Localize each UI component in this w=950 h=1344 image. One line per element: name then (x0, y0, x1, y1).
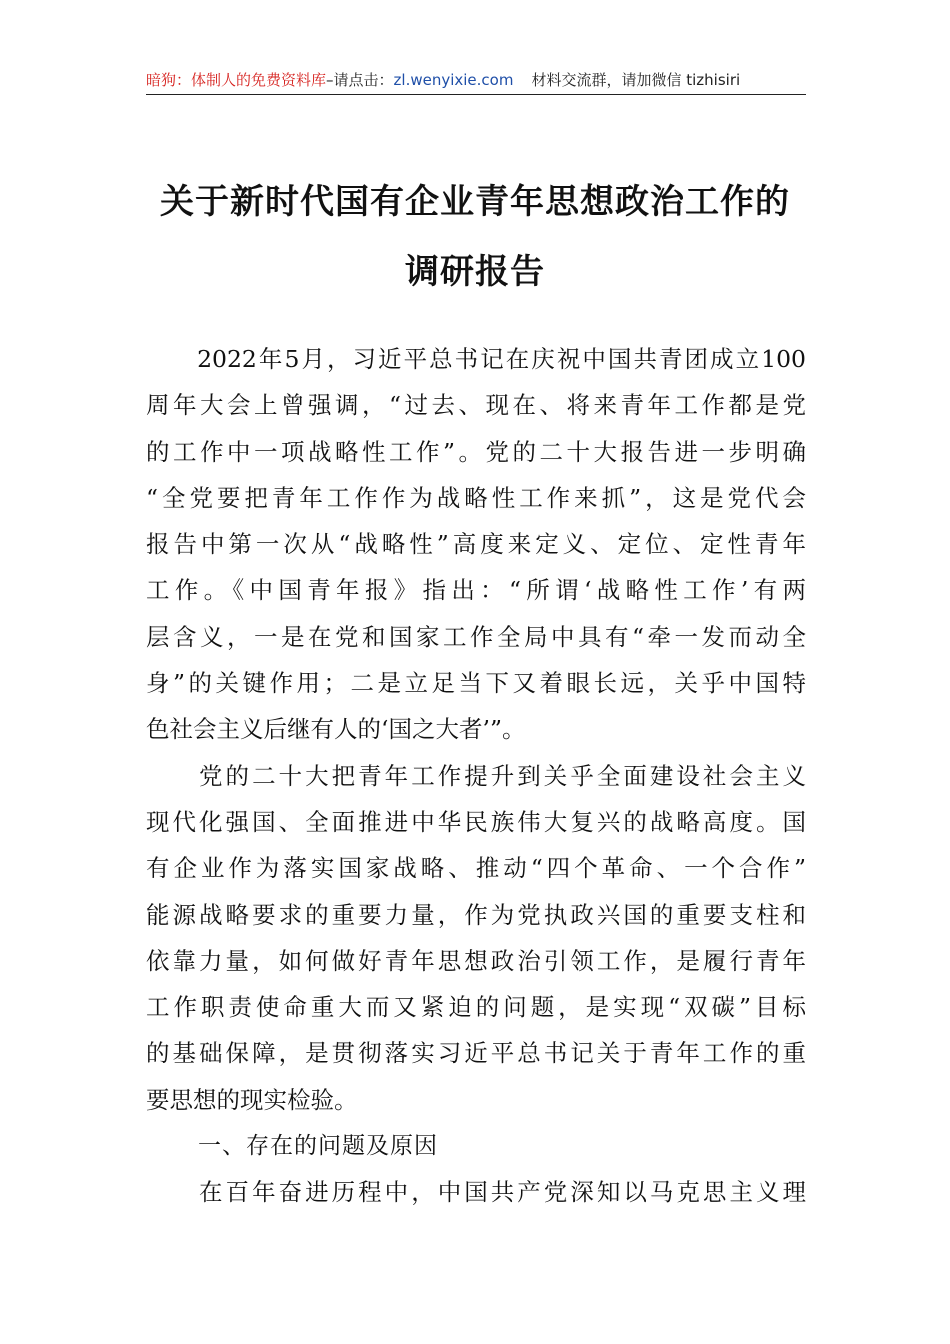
text-line: 工作职责使命重大而又紧迫的问题，是实现“双碳”目标 (146, 993, 806, 1022)
header-wechat-note: 材料交流群，请加微信 tizhisiri (531, 71, 741, 89)
text-line: “全党要把青年工作作为战略性工作来抓”，这是党代会 (146, 483, 806, 512)
text-line: 能源战略要求的重要力量，作为党执政兴国的重要支柱和 (146, 900, 806, 929)
text-line: 2022年5月，习近平总书记在庆祝中国共青团成立100 (146, 345, 806, 373)
text-line: 的工作中一项战略性工作”。党的二十大报告进一步明确 (146, 437, 806, 466)
paragraph-2 (146, 753, 806, 1123)
section-heading-1: 一、存在的问题及原因 (198, 1133, 438, 1160)
document-body (146, 336, 806, 1216)
document-title-line-2: 调研报告 (405, 252, 545, 292)
paragraph-3 (146, 1169, 806, 1215)
text-line: 有企业作为落实国家战略、推动“四个革命、一个合作” (146, 854, 806, 883)
header-click-prompt: –请点击： (326, 71, 394, 89)
document-title-line-1: 关于新时代国有企业青年思想政治工作的 (160, 182, 790, 222)
page-header (146, 66, 806, 95)
text-line: 现代化强国、全面推进中华民族伟大复兴的战略高度。国 (146, 807, 806, 836)
text-line: 报告中第一次从“战略性”高度来定义、定位、定性青年 (146, 530, 806, 559)
text-line: 工作。《中国青年报》指出：“所谓‘战略性工作’有两 (146, 576, 806, 605)
header-library-name: 暗狗：体制人的免费资料库 (146, 71, 327, 89)
text-line: 要思想的现实检验。 (146, 1085, 358, 1114)
text-line: 身”的关键作用；二是立足当下又着眼长远，关乎中国特 (146, 669, 806, 698)
text-line: 依靠力量，如何做好青年思想政治引领工作，是履行青年 (146, 946, 806, 975)
text-line: 色社会主义后继有人的‘国之大者’”。 (146, 715, 526, 744)
paragraph-1 (146, 336, 806, 753)
text-line: 在百年奋进历程中，中国共产党深知以马克思主义理 (146, 1178, 806, 1207)
header-url-link[interactable]: zl.wenyixie.com (393, 71, 514, 89)
text-line: 层含义，一是在党和国家工作全局中具有“牵一发而动全 (146, 622, 806, 651)
text-line: 周年大会上曾强调，“过去、现在、将来青年工作都是党 (146, 391, 806, 420)
text-line: 党的二十大把青年工作提升到关乎全面建设社会主义 (146, 761, 806, 790)
text-line: 的基础保障，是贯彻落实习近平总书记关于青年工作的重 (146, 1039, 806, 1068)
